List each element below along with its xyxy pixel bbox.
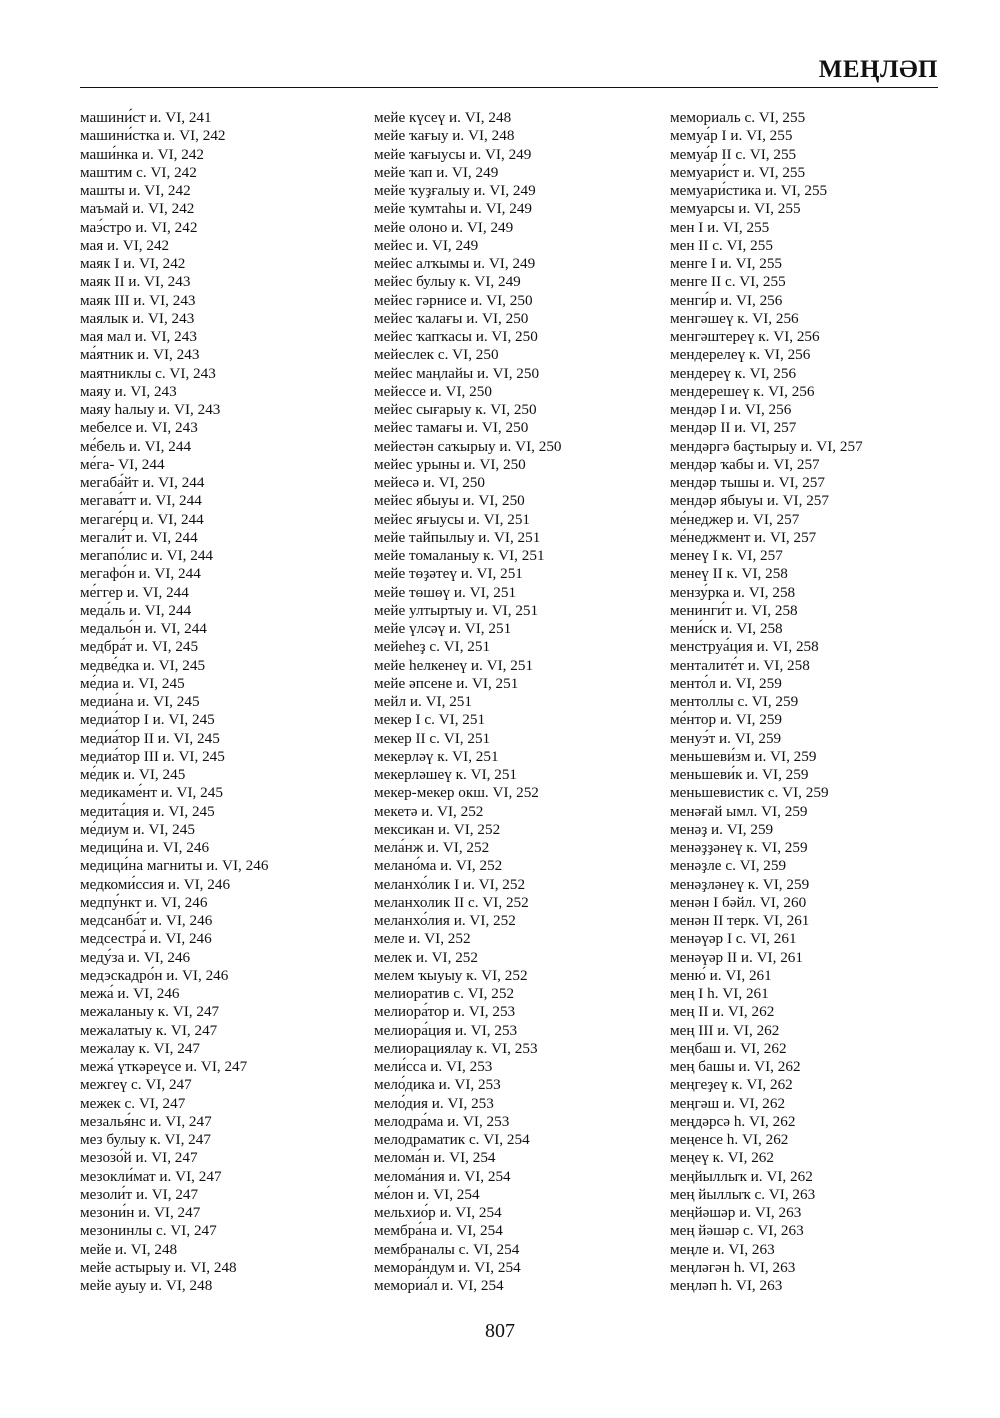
index-entry: межа́ и. VI, 246 (80, 985, 180, 1002)
index-entry: медбра́т и. VI, 245 (80, 638, 199, 656)
index-entry: мейе ҡағыусы и. VI, 249 (374, 145, 532, 163)
index-entry: менги́р и. VI, 256 (670, 291, 783, 309)
index-entry: медэскадро́н и. VI, 246 (80, 966, 229, 984)
index-entry: межалатыу к. VI, 247 (80, 1021, 218, 1039)
index-entry: менәҙләнеү к. VI, 259 (670, 875, 810, 893)
index-entry: мен I и. VI, 255 (670, 218, 770, 236)
index-entry: мела́нж и. VI, 252 (374, 839, 490, 856)
index-entry: мелиора́тор и. VI, 253 (374, 1003, 516, 1021)
index-entry: меңйыллыҡ и. VI, 262 (670, 1167, 813, 1185)
index-entry: меланхолик II с. VI, 252 (374, 893, 529, 911)
index-entry: межгеү с. VI, 247 (80, 1076, 192, 1094)
index-entry: медиа́на и. VI, 245 (80, 693, 200, 710)
header-divider (80, 87, 938, 88)
index-entry: меда́ль и. VI, 244 (80, 601, 192, 619)
index-column-3 (670, 109, 863, 1295)
index-entry: меңдәрсә һ. VI, 262 (670, 1112, 796, 1130)
index-entry: менәүәр II и. VI, 261 (670, 948, 803, 966)
index-entry: ме́неджмент и. VI, 257 (670, 528, 817, 546)
index-entry: мелиоратив с. VI, 252 (374, 985, 515, 1002)
index-entry: маштим с. VI, 242 (80, 163, 197, 181)
index-entry: мемора́ндум и. VI, 254 (374, 1258, 521, 1276)
index-entry: мегафо́н и. VI, 244 (80, 565, 201, 583)
index-entry: мемориаль с. VI, 255 (670, 109, 806, 126)
index-entry: мез булыу к. VI, 247 (80, 1131, 211, 1148)
index-entry: мело́дика и. VI, 253 (374, 1076, 501, 1094)
index-entry: мейе ҡағыу и. VI, 248 (374, 127, 515, 145)
index-entry: мейес тамағы и. VI, 250 (374, 419, 529, 437)
index-entry: мендәр ябыуы и. VI, 257 (670, 492, 829, 510)
index-entry: мейеслек с. VI, 250 (374, 346, 499, 364)
index-entry: мендәр II и. VI, 257 (670, 419, 797, 437)
index-entry: менто́л и. VI, 259 (670, 674, 782, 692)
index-entry: медсанба́т и. VI, 246 (80, 912, 213, 929)
index-entry: менталите́т и. VI, 258 (670, 656, 810, 674)
index-entry: меңләп һ. VI, 263 (670, 1277, 783, 1294)
index-entry: менәҙле с. VI, 259 (670, 857, 787, 875)
index-entry: медита́ция и. VI, 245 (80, 802, 215, 820)
index-entry: медици́на магниты и. VI, 246 (80, 857, 269, 875)
index-entry: мебелсе и. VI, 243 (80, 419, 198, 437)
index-entry: ме́диа и. VI, 245 (80, 674, 185, 692)
index-entry: мейессе и. VI, 250 (374, 382, 492, 400)
index-entry: мейесә и. VI, 250 (374, 474, 485, 491)
index-entry: мембра́на и. VI, 254 (374, 1222, 503, 1240)
index-entry: мемуарсы и. VI, 255 (670, 200, 801, 218)
index-entry: мембраналы с. VI, 254 (374, 1240, 520, 1258)
index-entry: менеү I к. VI, 257 (670, 547, 783, 564)
index-entry: мейе ауыу и. VI, 248 (80, 1277, 213, 1294)
index-entry: мемуа́р I и. VI, 255 (670, 127, 793, 145)
index-entry: мемуа́р II с. VI, 255 (670, 145, 797, 163)
index-entry: менәғай ымл. VI, 259 (670, 802, 808, 820)
index-entry: мегали́т и. VI, 244 (80, 528, 198, 546)
index-entry: маяк I и. VI, 242 (80, 255, 186, 272)
index-entry: мейес ҡапҡасы и. VI, 250 (374, 328, 538, 345)
index-entry: машини́стка и. VI, 242 (80, 127, 226, 145)
index-entry: меңеү к. VI, 262 (670, 1149, 774, 1167)
index-entry: маяк II и. VI, 243 (80, 273, 191, 291)
index-entry: мейе томаланыу к. VI, 251 (374, 547, 545, 564)
index-entry: мелиорациялау к. VI, 253 (374, 1039, 538, 1057)
index-entry: ме́бель и. VI, 244 (80, 437, 192, 455)
index-entry: менән II терк. VI, 261 (670, 912, 810, 929)
index-entry: мейе үлсәү и. VI, 251 (374, 620, 512, 637)
index-entry: мезокли́мат и. VI, 247 (80, 1167, 222, 1185)
index-entry: медиа́тор III и. VI, 245 (80, 747, 225, 765)
index-entry: межалау к. VI, 247 (80, 1039, 201, 1057)
index-entry: мегава́тт и. VI, 244 (80, 492, 202, 510)
index-entry: мейес ҡалағы и. VI, 250 (374, 309, 529, 327)
index-entry: межаланыу к. VI, 247 (80, 1003, 220, 1021)
index-entry: мендерешеү к. VI, 256 (670, 382, 815, 400)
index-entry: менгәштереү к. VI, 256 (670, 328, 820, 345)
index-entry: менәҙ и. VI, 259 (670, 820, 774, 838)
index-entry: маялык и. VI, 243 (80, 309, 195, 327)
index-entry: мелома́ния и. VI, 254 (374, 1167, 511, 1185)
index-entry: меңгеҙеү к. VI, 262 (670, 1076, 793, 1094)
index-entry: мейес и. VI, 249 (374, 236, 479, 254)
index-entry: мейес сығарыу к. VI, 250 (374, 401, 537, 418)
index-entry: мендәр I и. VI, 256 (670, 401, 792, 418)
index-column-2 (374, 109, 562, 1295)
index-entry: медици́на и. VI, 246 (80, 839, 210, 856)
index-entry: ме́нтор и. VI, 259 (670, 711, 783, 729)
index-entry: мейе ҡуҙғалыу и. VI, 249 (374, 182, 536, 199)
index-entry: меңбаш и. VI, 262 (670, 1039, 787, 1057)
index-entry: медве́дка и. VI, 245 (80, 656, 206, 674)
index-entry: мекерләү к. VI, 251 (374, 747, 499, 765)
index-entry: мейеһеҙ с. VI, 251 (374, 638, 491, 656)
index-entry: мая мал и. VI, 243 (80, 328, 197, 345)
index-entry: медиа́тор II и. VI, 245 (80, 729, 220, 747)
index-entry: медиа́тор I и. VI, 245 (80, 711, 215, 729)
index-entry: меню́ и. VI, 261 (670, 966, 772, 984)
index-entry: мезозо́й и. VI, 247 (80, 1149, 198, 1167)
index-entry: мейе ултыртыу и. VI, 251 (374, 601, 539, 619)
index-entry: мелодра́ма и. VI, 253 (374, 1112, 510, 1130)
index-entry: мейес яғыусы и. VI, 251 (374, 510, 531, 528)
index-entry: ме́ггер и. VI, 244 (80, 583, 189, 601)
index-entry: меңгәш и. VI, 262 (670, 1094, 786, 1112)
index-entry: мейестән саҡырыу и. VI, 250 (374, 437, 562, 455)
index-entry: мезалья́нс и. VI, 247 (80, 1112, 212, 1130)
index-entry: мегаге́рц и. VI, 244 (80, 510, 204, 528)
index-entry: меньшеви́зм и. VI, 259 (670, 747, 817, 765)
index-entry: медпу́нкт и. VI, 246 (80, 893, 208, 911)
index-entry: ме́лон и. VI, 254 (374, 1185, 480, 1203)
index-entry: менге II с. VI, 255 (670, 273, 786, 291)
index-entry: мең йәшәр с. VI, 263 (670, 1222, 804, 1240)
index-entry: мейес урыны и. VI, 250 (374, 455, 526, 473)
index-entry: мейе һелкенеү и. VI, 251 (374, 656, 534, 674)
index-entry: мелиора́ция и. VI, 253 (374, 1021, 518, 1039)
index-entry: мемориа́л и. VI, 254 (374, 1277, 504, 1294)
index-entry: мезонинлы с. VI, 247 (80, 1222, 217, 1240)
index-entry: мейес гәрнисе и. VI, 250 (374, 291, 533, 309)
index-entry: мая и. VI, 242 (80, 236, 170, 254)
index-entry: меңйәшәр и. VI, 263 (670, 1204, 802, 1221)
index-entry: менге I и. VI, 255 (670, 255, 783, 272)
index-entry: мең йыллыҡ с. VI, 263 (670, 1185, 816, 1203)
index-entry: мени́ск и. VI, 258 (670, 620, 783, 637)
index-entry: мело́дия и. VI, 253 (374, 1094, 494, 1112)
index-entry: менинги́т и. VI, 258 (670, 601, 798, 619)
index-entry: мелодраматик с. VI, 254 (374, 1131, 530, 1148)
index-entry: меланхо́лия и. VI, 252 (374, 912, 516, 929)
page-header-title: МЕҢЛӘП (818, 56, 938, 83)
index-entry: мең башы и. VI, 262 (670, 1058, 801, 1075)
index-entry: мемуари́ст и. VI, 255 (670, 163, 806, 181)
index-entry: мең III и. VI, 262 (670, 1021, 780, 1039)
index-entry: мендерелеү к. VI, 256 (670, 346, 811, 364)
index-entry: меңле и. VI, 263 (670, 1240, 775, 1258)
index-entry: медикаме́нт и. VI, 245 (80, 784, 223, 802)
index-entry: маяу һалыу и. VI, 243 (80, 401, 221, 418)
index-entry: менструа́ция и. VI, 258 (670, 638, 819, 656)
index-entry: мейес булыу к. VI, 249 (374, 273, 521, 291)
index-entry: мейл и. VI, 251 (374, 693, 472, 710)
index-entry: мемуари́стика и. VI, 255 (670, 182, 828, 199)
index-column-1 (80, 109, 268, 1295)
index-entry: мекерләшеү к. VI, 251 (374, 766, 518, 783)
index-entry: меньшевистик с. VI, 259 (670, 784, 829, 802)
index-entry: ма́ятник и. VI, 243 (80, 346, 200, 364)
index-entry: мейес маңлайы и. VI, 250 (374, 364, 540, 382)
index-entry: мейес алҡымы и. VI, 249 (374, 255, 536, 272)
index-entry: мейе төҙәтеү и. VI, 251 (374, 565, 523, 583)
index-entry: мейе ҡумтаһы и. VI, 249 (374, 200, 533, 218)
index-entry: меңләгән һ. VI, 263 (670, 1258, 796, 1276)
index-entry: медальо́н и. VI, 244 (80, 620, 207, 637)
index-entry: меду́за и. VI, 246 (80, 948, 191, 966)
index-entry: мең I һ. VI, 261 (670, 985, 769, 1002)
index-entry: менеү II к. VI, 258 (670, 565, 788, 583)
index-entry: мендәр тышы и. VI, 257 (670, 474, 825, 491)
index-entry: мелек и. VI, 252 (374, 948, 478, 966)
index-entry: мейе күсеү и. VI, 248 (374, 109, 512, 126)
index-entry: маэ́стро и. VI, 242 (80, 218, 198, 236)
index-entry: мекер II с. VI, 251 (374, 729, 491, 747)
index-entry: мейе олоно и. VI, 249 (374, 218, 514, 236)
index-entry: маши́нка и. VI, 242 (80, 145, 205, 163)
index-entry: мелано́ма и. VI, 252 (374, 857, 503, 875)
index-entry: мен II с. VI, 255 (670, 236, 773, 254)
index-entry: маяу и. VI, 243 (80, 382, 177, 400)
index-entry: мегапо́лис и. VI, 244 (80, 547, 214, 564)
index-entry: мегаба́йт и. VI, 244 (80, 474, 205, 491)
index-entry: мензу́рка и. VI, 258 (670, 583, 796, 601)
index-entry: маъмай и. VI, 242 (80, 200, 195, 218)
index-entry: медкоми́ссия и. VI, 246 (80, 875, 231, 893)
index-entry: мекетә и. VI, 252 (374, 802, 484, 820)
index-entry: мезони́н и. VI, 247 (80, 1204, 201, 1221)
index-entry: мендереү к. VI, 256 (670, 364, 797, 382)
index-entry: мейе тайпылыу и. VI, 251 (374, 528, 541, 546)
index-entry: ме́га- VI, 244 (80, 455, 165, 473)
page-number: 807 (485, 1320, 515, 1342)
index-entry: мейес ябыуы и. VI, 250 (374, 492, 525, 510)
index-entry: мейе астырыу и. VI, 248 (80, 1258, 237, 1276)
index-entry: мели́сса и. VI, 253 (374, 1058, 493, 1075)
index-entry: мекер I с. VI, 251 (374, 711, 486, 729)
index-entry: ме́дик и. VI, 245 (80, 766, 186, 783)
index-entry: медсестра́ и. VI, 246 (80, 930, 212, 948)
index-entry: ментоллы с. VI, 259 (670, 693, 799, 710)
index-entry: менгәшеү к. VI, 256 (670, 309, 799, 327)
index-entry: межа́ үткәреүсе и. VI, 247 (80, 1058, 248, 1075)
index-entry: машты и. VI, 242 (80, 182, 191, 199)
index-entry: ме́неджер и. VI, 257 (670, 510, 800, 528)
index-entry: мельхио́р и. VI, 254 (374, 1204, 502, 1221)
index-entry: мендәргә баҫтырыу и. VI, 257 (670, 437, 863, 455)
index-entry: мендәр ҡабы и. VI, 257 (670, 455, 820, 473)
index-entry: менәҙҙәнеү к. VI, 259 (670, 839, 808, 856)
index-entry: меньшеви́к и. VI, 259 (670, 766, 809, 783)
index-entry: мекер-мекер окш. VI, 252 (374, 784, 539, 802)
index-entry: менуэ́т и. VI, 259 (670, 729, 782, 747)
index-entry: менән I бәйл. VI, 260 (670, 893, 807, 911)
index-entry: мелома́н и. VI, 254 (374, 1149, 496, 1167)
index-entry: меңенсе һ. VI, 262 (670, 1131, 789, 1148)
index-entry: мейе ҡап и. VI, 249 (374, 163, 499, 181)
index-entry: мезоли́т и. VI, 247 (80, 1185, 199, 1203)
index-entry: мексикан и. VI, 252 (374, 820, 501, 838)
index-entry: машини́ст и. VI, 241 (80, 109, 212, 126)
index-entry: менәүәр I с. VI, 261 (670, 930, 797, 948)
index-entry: мейе төшөү и. VI, 251 (374, 583, 517, 601)
index-entry: маятниклы с. VI, 243 (80, 364, 216, 382)
index-entry: ме́диум и. VI, 245 (80, 820, 195, 838)
index-entry: мең II и. VI, 262 (670, 1003, 775, 1021)
index-entry: межек с. VI, 247 (80, 1094, 186, 1112)
index-entry: мейе и. VI, 248 (80, 1240, 178, 1258)
index-entry: меланхо́лик I и. VI, 252 (374, 875, 526, 893)
index-entry: мейе әпсене и. VI, 251 (374, 674, 519, 692)
index-entry: маяк III и. VI, 243 (80, 291, 196, 309)
index-entry: меле и. VI, 252 (374, 930, 471, 948)
index-entry: мелем ҡыуыу к. VI, 252 (374, 966, 528, 984)
